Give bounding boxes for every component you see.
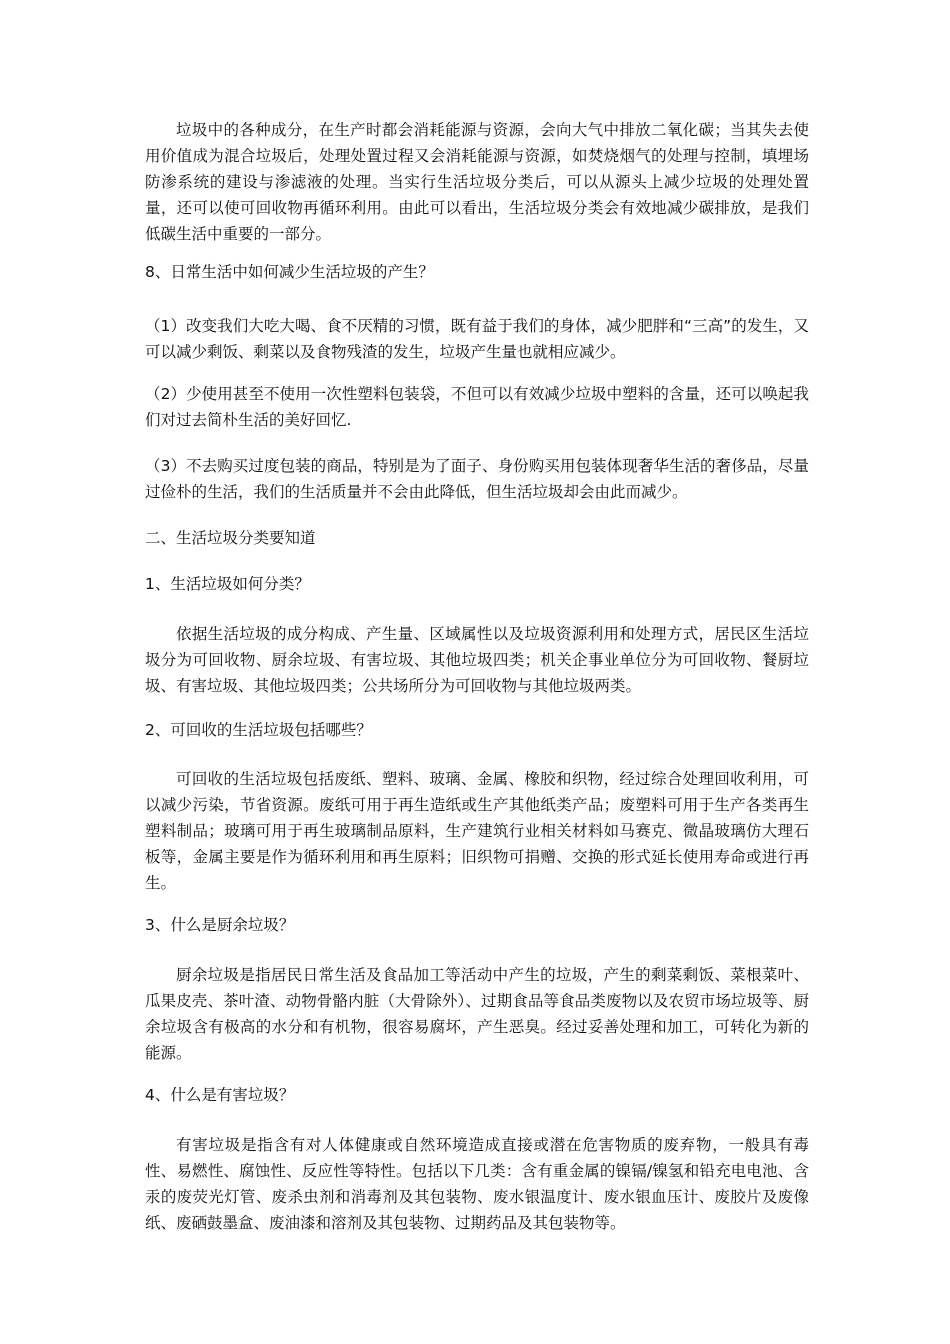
paragraph-item-2: （2）少使用甚至不使用一次性塑料包装袋，不但可以有效减少垃圾中塑料的含量，还可以唤起我们对过去简朴生活的美好回忆.	[145, 385, 809, 429]
paragraph-kitchen-waste: 厨余垃圾是指居民日常生活及食品加工等活动中产生的垃圾，产生的剩菜剩饭、菜根菜叶、瓜果皮壳、茶叶渣、动物骨骼内脏（大骨除外）、过期食品等食品类废物以及农贸市场垃圾等、厨余垃圾含有极高的水分和有机物，很容易腐坏，产生恶臭。经过妥善处理和加工，可转化为新的能源。	[145, 966, 809, 1062]
paragraph-classification: 依据生活垃圾的成分构成、产生量、区域属性以及垃圾资源利用和处理方式，居民区生活垃圾分为可回收物、厨余垃圾、有害垃圾、其他垃圾四类；机关企事业单位分为可回收物、餐厨垃圾、有害垃圾、其他垃圾四类；公共场所分为可回收物与其他垃圾两类。	[145, 625, 809, 695]
heading-q8: 8、日常生活中如何减少生活垃圾的产生？	[145, 263, 434, 281]
heading-q4: 4、什么是有害垃圾？	[145, 1086, 295, 1104]
paragraph-item-1: （1）改变我们大吃大喝、食不厌精的习惯，既有益于我们的身体，减少肥胖和“三高”的发生，又可以减少剩饭、剩菜以及食物残渣的发生，垃圾产生量也就相应减少。	[145, 317, 809, 361]
heading-q1: 1、生活垃圾如何分类？	[145, 575, 310, 593]
heading-section-2: 二、生活垃圾分类要知道	[145, 529, 316, 547]
heading-q3: 3、什么是厨余垃圾？	[145, 916, 295, 934]
paragraph-hazardous-waste: 有害垃圾是指含有对人体健康或自然环境造成直接或潜在危害物质的废弃物，一般具有毒性、易燃性、腐蚀性、反应性等特性。包括以下几类：含有重金属的镍镉/镍氢和铅充电电池、含汞的废荧光灯管、废杀虫剂和消毒剂及其包装物、废水银温度计、废水银血压计、废胶片及废像纸、废硒鼓墨盒、废油漆和溶剂及其包装物、过期药品及其包装物等。	[145, 1136, 809, 1232]
paragraph-carbon-emission: 垃圾中的各种成分，在生产时都会消耗能源与资源，会向大气中排放二氧化碳；当其失去使用价值成为混合垃圾后，处理处置过程又会消耗能源与资源，如焚烧烟气的处理与控制，填埋场防渗系统的建设与渗滤液的处理。当实行生活垃圾分类后，可以从源头上减少垃圾的处理处置量，还可以使可回收物再循环利用。由此可以看出，生活垃圾分类会有效地减少碳排放，是我们低碳生活中重要的一部分。	[145, 121, 809, 243]
paragraph-item-3: （3）不去购买过度包装的商品，特别是为了面子、身份购买用包装体现奢华生活的奢侈品，尽量过俭朴的生活，我们的生活质量并不会由此降低，但生活垃圾却会由此而减少。	[145, 457, 809, 501]
heading-q2: 2、可回收的生活垃圾包括哪些？	[145, 721, 372, 739]
paragraph-recyclables: 可回收的生活垃圾包括废纸、塑料、玻璃、金属、橡胶和织物，经过综合处理回收利用，可以减少污染，节省资源。废纸可用于再生造纸或生产其他纸类产品；废塑料可用于生产各类再生塑料制品；玻璃可用于再生玻璃制品原料，生产建筑行业相关材料如马赛克、微晶玻璃仿大理石板等，金属主要是作为循环利用和再生原料；旧织物可捐赠、交换的形式延长使用寿命或进行再生。	[145, 770, 809, 892]
